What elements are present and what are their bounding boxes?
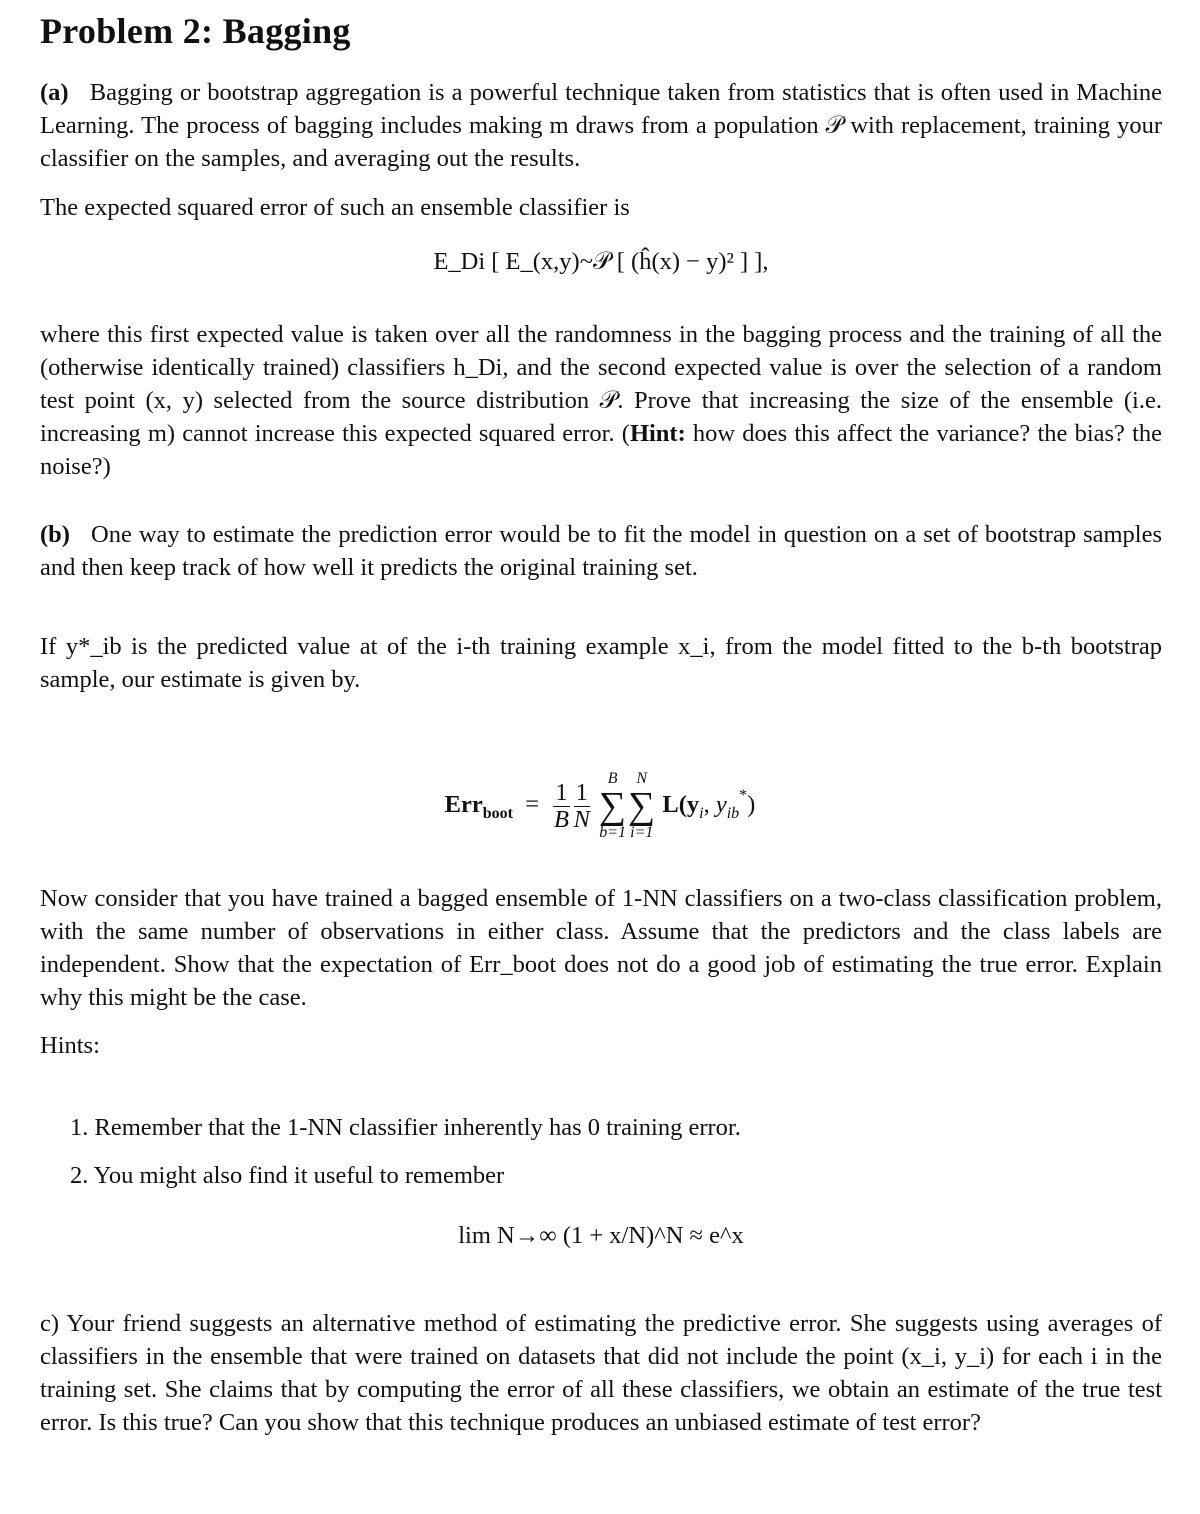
part-b-para3: Now consider that you have trained a bagged ensemble of 1-NN classifiers on a two-class classification problem, with the same number of observations in either class. Assume that the predictors and the class labels are independent. Show that the expectation of Err_boot does not do a good job of estimating the true error. Explain why this might be the case. [40, 885, 1162, 1011]
hint-text: how does this affect the variance? the bias? the noise?) [40, 420, 1162, 480]
part-a-para3: where this first expected value is taken over all the randomness in the bagging process and the training of all the (otherwise identically trained) classifiers h_Di, and the second expected value is over the selection of a random test point (x, y) selected from the source distribution 𝒫. Prove that increasing the size of the ensemble (i.e. increasing m) cannot increase this expected squared error. (Hint: how does this affect the variance? the bias? the noise?) [40, 321, 1162, 480]
part-a-para1: Bagging or bootstrap aggregation is a powerful technique taken from statistics that is often used in Machine Learning. The process of bagging includes making m draws from a population 𝒫 with replacement, training your classifier on the samples, and averaging out the results. [40, 79, 1163, 172]
part-a-label: (a) [40, 79, 69, 106]
hints-list [70, 1111, 741, 1207]
hint-item: 1. Remember that the 1-NN classifier inherently has 0 training error. [70, 1114, 741, 1141]
hint-item: 2. You might also find it useful to remember [70, 1162, 505, 1189]
part-b-intro [40, 518, 1162, 584]
sum-over-b: B ∑ b=1 [599, 770, 627, 841]
part-a-para2: The expected squared error of such an ensemble classifier is [40, 194, 630, 221]
part-b-para2: If y*_ib is the predicted value at of the i-th training example x_i, from the model fitted to the b-th bootstrap sample, our estimate is given by. [40, 633, 1162, 693]
sum-over-i: N ∑ i=1 [628, 770, 656, 841]
fraction-one-over-n: $\frac{1}{N}$ [573, 778, 590, 833]
expected-error-equation: E_Di [ E_(x,y)~𝒫 [ (ĥ(x) − y)² ] ], [433, 248, 769, 275]
hint-label: Hint: [629, 420, 686, 447]
limit-equation: lim N→∞ (1 + x/N)^N ≈ e^x [458, 1222, 744, 1249]
err-boot-lhs: Err$_{boot}$ [444, 790, 513, 822]
part-a-para3-text: where this first expected value is taken over all the randomness in the bagging process and the training of all the (otherwise identically trained) classifiers h_Di, and the second expected value is over the selection of a random test point (x, y) selected from the source distribution 𝒫. Prove that increasing the size of the ensemble (i.e. increasing m) cannot increase this expected squared error. [40, 321, 1162, 447]
part-a-intro [40, 76, 1162, 175]
part-c-text: c) Your friend suggests an alternative method of estimating the predictive error. She suggests using averages of classifiers in the ensemble that were trained on datasets that did not include the point (x_i, y_i) for each i in the training set. She claims that by computing the error of all these classifiers, we obtain an estimate of the true test error. Is this true? Can you show that this technique produces an unbiased estimate of test error? [40, 1310, 1162, 1436]
hints-heading: Hints: [40, 1032, 100, 1059]
part-b-label: (b) [40, 521, 70, 548]
part-b-para1: One way to estimate the prediction error would be to fit the model in question on a set of bootstrap samples and then keep track of how well it predicts the original training set. [40, 521, 1163, 581]
loss-term: $L(y_i$, $y_{ib}^*$) [662, 786, 756, 822]
fraction-one-over-b: $\frac{1}{B}$ [553, 778, 569, 833]
problem-title: Problem 2: Bagging [40, 11, 351, 51]
err-boot-equation: Err$_{boot}$ = $\frac{1}{B}$ $\frac{1}{N}$ B ∑ b=1 N ∑ i=1 $L(y_i$, $y_{ib}^*$) [444, 770, 756, 841]
